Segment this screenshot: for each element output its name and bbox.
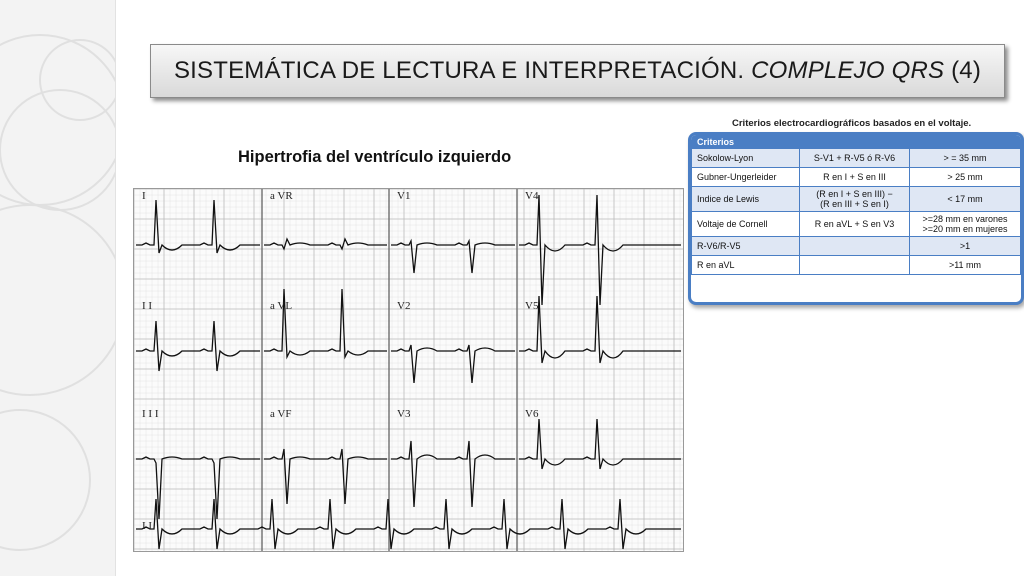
criteria-threshold: >1 xyxy=(910,237,1021,256)
criteria-table-container xyxy=(688,132,1024,305)
criteria-formula xyxy=(800,256,910,275)
criteria-row xyxy=(692,168,1021,187)
ecg-lead-label: I I I xyxy=(142,408,159,420)
criteria-header-row xyxy=(692,136,1021,149)
ecg-lead-label: I I xyxy=(142,300,153,312)
ecg-lead-label: V5 xyxy=(525,300,539,312)
criteria-row xyxy=(692,237,1021,256)
criteria-formula xyxy=(800,237,910,256)
criteria-threshold: > = 35 mm xyxy=(910,149,1021,168)
slide-subtitle: Hipertrofia del ventrículo izquierdo xyxy=(238,148,512,166)
criteria-formula: (R en I + S en III) − (R en III + S en I) xyxy=(800,187,910,212)
criteria-formula: S-V1 + R-V5 ó R-V6 xyxy=(800,149,910,168)
criteria-row xyxy=(692,212,1021,237)
ecg-lead-label: I I xyxy=(142,520,153,532)
ecg-lead-label: V2 xyxy=(397,300,411,312)
ecg-lead-label: V4 xyxy=(525,190,539,202)
criteria-name: Sokolow-Lyon xyxy=(692,149,800,168)
criteria-name: Gubner-Ungerleider xyxy=(692,168,800,187)
ecg-lead-label: I xyxy=(142,190,146,202)
ecg-lead-label: V6 xyxy=(525,408,539,420)
slide-title xyxy=(174,57,981,85)
ecg-tracing xyxy=(133,188,684,552)
title-italic: COMPLEJO QRS xyxy=(751,57,945,84)
background-decoration xyxy=(0,0,116,576)
criteria-threshold: > 25 mm xyxy=(910,168,1021,187)
criteria-row xyxy=(692,256,1021,275)
criteria-name: Voltaje de Cornell xyxy=(692,212,800,237)
criteria-formula: R en aVL + S en V3 xyxy=(800,212,910,237)
ecg-lead-label: a VL xyxy=(270,300,293,312)
criteria-name: R en aVL xyxy=(692,256,800,275)
ecg-svg xyxy=(134,189,683,551)
ecg-lead-label: a VF xyxy=(270,408,292,420)
title-suffix: (4) xyxy=(951,57,982,84)
slide-title-bar xyxy=(150,44,1005,98)
ecg-lead-label: V1 xyxy=(397,190,411,202)
criteria-threshold: >=28 mm en varones >=20 mm en mujeres xyxy=(910,212,1021,237)
criteria-row xyxy=(692,187,1021,212)
criteria-caption: Criterios electrocardiográficos basados en el voltaje. xyxy=(732,118,972,129)
criteria-formula: R en I + S en III xyxy=(800,168,910,187)
ecg-lead-label: a VR xyxy=(270,190,293,202)
criteria-header: Criterios xyxy=(692,136,1021,149)
criteria-name: R-V6/R-V5 xyxy=(692,237,800,256)
criteria-table xyxy=(691,135,1021,275)
criteria-threshold: >11 mm xyxy=(910,256,1021,275)
criteria-name: Indice de Lewis xyxy=(692,187,800,212)
criteria-threshold: < 17 mm xyxy=(910,187,1021,212)
title-main: SISTEMÁTICA DE LECTURA E INTERPRETACIÓN. xyxy=(173,57,745,84)
criteria-row xyxy=(692,149,1021,168)
ecg-lead-label: V3 xyxy=(397,408,411,420)
